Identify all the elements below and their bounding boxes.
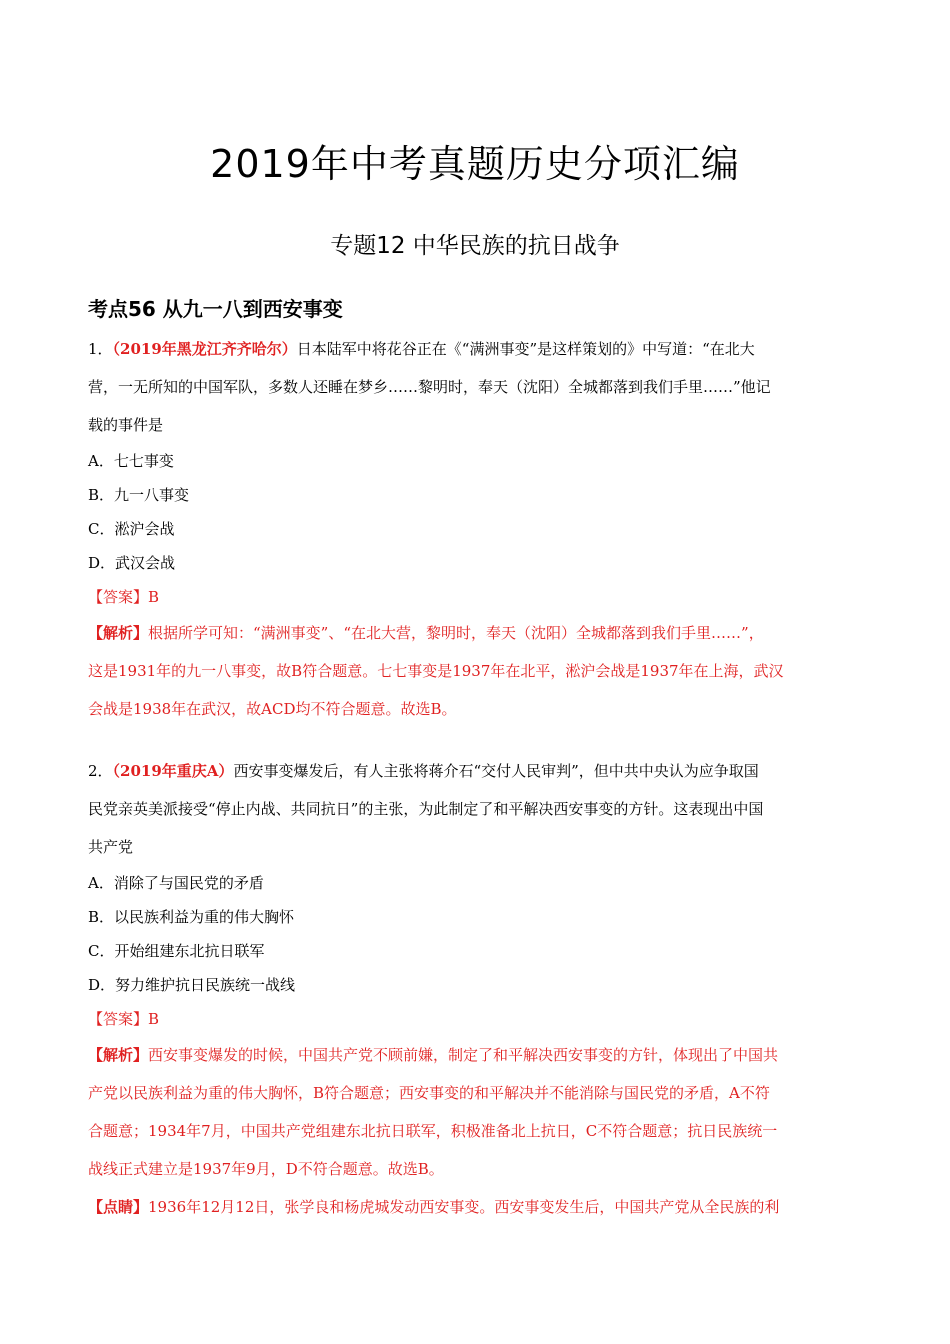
- section-heading: 考点56 从九一八到西安事变: [88, 297, 343, 321]
- analysis-label: 【解析】: [88, 624, 149, 642]
- stem-line: 西安事变爆发后，有人主张将蒋介石“交付人民审判”，但中共中央认为应争取国: [233, 762, 759, 780]
- page-subtitle: 专题12 中华民族的抗日战争: [330, 233, 620, 259]
- option-c: C．开始组建东北抗日联军: [88, 942, 265, 960]
- analysis-text: 根据所学可知：“满洲事变”、“在北大营，黎明时，奉天（沈阳）全城都落到我们手里……”，: [148, 624, 764, 642]
- option-d: D．武汉会战: [88, 554, 176, 572]
- analysis-line: [88, 614, 864, 652]
- option-a: A．消除了与国民党的矛盾: [88, 874, 264, 892]
- stem-line: 日本陆军中将花谷正在《“满洲事变”是这样策划的》中写道：“在北大: [296, 340, 755, 358]
- question-number: 1．: [88, 340, 113, 358]
- stem-line: 共产党: [88, 838, 134, 856]
- option-b: B．九一八事变: [88, 486, 190, 504]
- question-source: （2019年黑龙江齐齐哈尔）: [112, 340, 297, 358]
- answer-label: 【答案】: [88, 588, 149, 606]
- answer-value: B: [148, 1010, 160, 1028]
- option-d: D．努力维护抗日民族统一战线: [88, 976, 296, 994]
- option-c: C．淞沪会战: [88, 520, 175, 538]
- analysis-line: 战线正式建立是1937年9月，D不符合题意。故选B。: [88, 1160, 444, 1178]
- question-number: 2．: [88, 762, 113, 780]
- analysis-line: [88, 1036, 864, 1074]
- question-1-stem: [88, 330, 864, 368]
- answer-line: [88, 1002, 864, 1036]
- comment-label: 【点睛】: [88, 1198, 149, 1216]
- stem-line: 载的事件是: [88, 416, 164, 434]
- analysis-line: 这是1931年的九一八事变，故B符合题意。七七事变是1937年在北平，淞沪会战是1937年在上海，武汉: [88, 662, 784, 680]
- analysis-line: 合题意；1934年7月，中国共产党组建东北抗日联军，积极准备北上抗日，C不符合题意；抗日民族统一: [88, 1122, 778, 1140]
- question-source: （2019年重庆A）: [112, 762, 234, 780]
- stem-line: 营，一无所知的中国军队，多数人还睡在梦乡……黎明时，奉天（沈阳）全城都落到我们手里……”他记: [88, 378, 771, 396]
- page-title: 2019年中考真题历史分项汇编: [210, 142, 740, 186]
- option-b: B．以民族利益为重的伟大胸怀: [88, 908, 295, 926]
- question-2: [88, 752, 864, 1226]
- answer-label: 【答案】: [88, 1010, 149, 1028]
- analysis-line: 会战是1938年在武汉，故ACD均不符合题意。故选B。: [88, 700, 457, 718]
- analysis-label: 【解析】: [88, 1046, 149, 1064]
- comment-line: [88, 1188, 864, 1226]
- answer-value: B: [148, 588, 160, 606]
- analysis-line: 产党以民族利益为重的伟大胸怀，B符合题意；西安事变的和平解决并不能消除与国民党的矛盾，A不符: [88, 1084, 770, 1102]
- comment-text: 1936年12月12日，张学良和杨虎城发动西安事变。西安事变发生后，中国共产党从全民族的利: [148, 1198, 780, 1216]
- question-2-stem: [88, 752, 864, 790]
- question-1: [88, 330, 864, 728]
- answer-line: [88, 580, 864, 614]
- analysis-text: 西安事变爆发的时候，中国共产党不顾前嫌，制定了和平解决西安事变的方针，体现出了中国共: [148, 1046, 779, 1064]
- stem-line: 民党亲英美派接受“停止内战、共同抗日”的主张，为此制定了和平解决西安事变的方针。这表现出中国: [88, 800, 764, 818]
- option-a: A．七七事变: [88, 452, 174, 470]
